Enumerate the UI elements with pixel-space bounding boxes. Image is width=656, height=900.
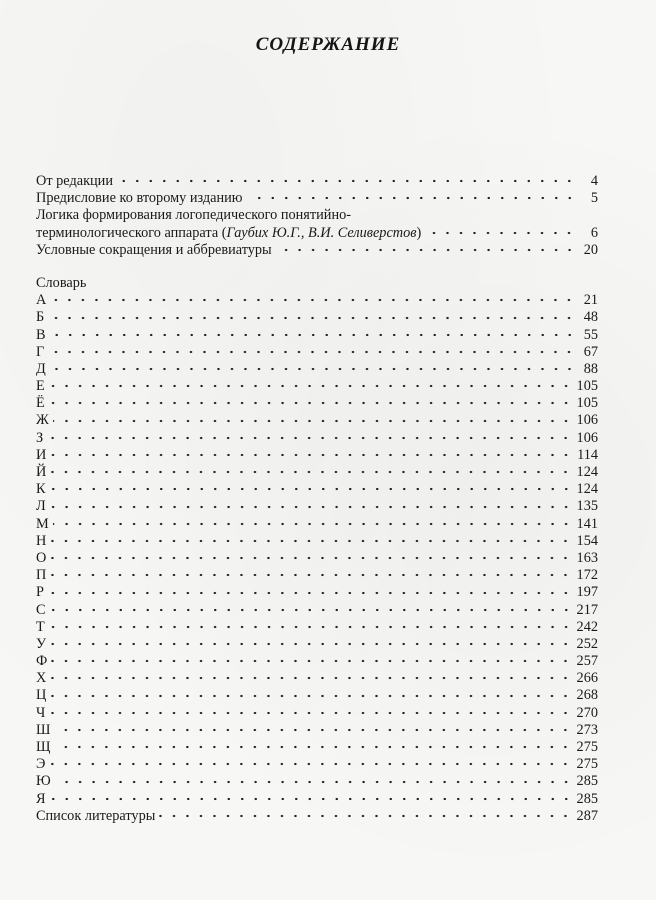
toc-entry-label: В: [36, 326, 46, 343]
toc-entry-letter[interactable]: [36, 344, 598, 361]
toc-entry-label: Ш: [36, 721, 51, 738]
leader-dots: [50, 673, 572, 683]
toc-entry-letter[interactable]: [36, 550, 598, 567]
leader-dots: [50, 467, 572, 477]
toc-page-number: 257: [576, 653, 598, 670]
toc-entry-letter[interactable]: [36, 722, 598, 739]
leader-dots: [50, 605, 573, 615]
toc-page-number: 106: [576, 429, 598, 446]
leader-dots: [50, 553, 572, 563]
leader-dots: [425, 228, 576, 238]
toc-entry-letter[interactable]: [36, 705, 598, 722]
toc-page-number: 48: [583, 309, 598, 326]
toc-entry-bibliography[interactable]: [36, 808, 598, 825]
leader-dots: [51, 656, 572, 666]
toc-entry-label: Ж: [36, 412, 49, 429]
toc-entry-letter[interactable]: [36, 361, 598, 378]
leader-dots: [50, 536, 572, 546]
toc-entry-label: Р: [36, 584, 44, 601]
toc-entry-label: Т: [36, 618, 45, 635]
toc-entry-letter[interactable]: [36, 378, 598, 395]
toc-page-number: 88: [583, 360, 598, 377]
leader-dots: [53, 416, 573, 426]
leader-dots: [50, 570, 572, 580]
toc-page-number: 154: [576, 532, 598, 549]
toc-page-number: 114: [577, 446, 598, 463]
letter-list: [36, 292, 598, 808]
toc-entry-abbreviations[interactable]: [36, 242, 598, 259]
toc-page-number: 252: [576, 635, 598, 652]
toc-entry-letter[interactable]: [36, 327, 598, 344]
toc-page-number: 55: [583, 326, 598, 343]
leader-dots: [48, 313, 576, 323]
toc-entry-letter[interactable]: [36, 309, 598, 326]
toc-page-number: 275: [576, 756, 598, 773]
toc-entry-label: А: [36, 292, 47, 309]
toc-entry-letter[interactable]: [36, 498, 598, 515]
toc-page-number: 21: [583, 292, 598, 309]
toc-entry-label: Предисловие ко второму изданию: [36, 190, 243, 207]
leader-dots: [50, 502, 573, 512]
toc-entry-label: От редакции: [36, 173, 113, 189]
toc-entry-label: Й: [36, 464, 47, 480]
leader-dots: [54, 742, 572, 752]
toc-page-number: 217: [576, 601, 598, 618]
dictionary-heading-label: Словарь: [36, 274, 87, 291]
dictionary-heading: [36, 275, 598, 292]
toc-entry-label: З: [36, 429, 44, 446]
toc-entry-label: П: [36, 567, 47, 584]
leader-dots: [50, 639, 572, 649]
toc-page-number: 197: [576, 584, 598, 601]
toc-entry-label: Ю: [36, 773, 51, 790]
toc-entry-label: Г: [36, 343, 45, 360]
toc-entry-label: Список литературы: [36, 807, 156, 824]
toc-entry-label: Н: [36, 532, 47, 549]
toc-entry-label: У: [36, 635, 47, 652]
toc-entry-label: С: [36, 601, 46, 618]
toc-page-number: 273: [576, 721, 598, 738]
toc-entry-letter[interactable]: [36, 516, 598, 533]
leader-dots: [48, 588, 573, 598]
toc-entry-letter[interactable]: [36, 584, 598, 601]
leader-dots: [247, 193, 577, 203]
toc-entry-label: Э: [36, 756, 46, 773]
toc-entry-logic-line2[interactable]: [36, 225, 598, 242]
toc-entry-letter[interactable]: [36, 464, 598, 481]
leader-dots: [50, 691, 572, 701]
leader-dots: [49, 759, 572, 769]
toc-entry-label-suffix: ): [416, 224, 422, 241]
toc-entry-label: Логика формирования логопедического понятийно-: [36, 207, 351, 224]
table-of-contents: [36, 173, 598, 825]
toc-entry-preface[interactable]: [36, 190, 598, 207]
toc-page-number: 270: [576, 704, 598, 721]
toc-entry-letter[interactable]: [36, 739, 598, 756]
leader-dots: [48, 347, 576, 357]
toc-entry-letter[interactable]: [36, 481, 598, 498]
toc-page-number: 275: [576, 739, 598, 755]
toc-entry-letter[interactable]: [36, 412, 598, 429]
leader-dots: [50, 364, 576, 374]
toc-entry-editorial[interactable]: [36, 173, 598, 190]
toc-page-number: 105: [576, 378, 598, 395]
toc-entry-label: Щ: [36, 739, 51, 755]
toc-entry-letter[interactable]: [36, 791, 598, 808]
toc-entry-letter[interactable]: [36, 430, 598, 447]
toc-page-number: 67: [583, 343, 598, 360]
toc-entry-letter[interactable]: [36, 687, 598, 704]
toc-entry-label: И: [36, 446, 47, 463]
leader-dots: [50, 295, 576, 305]
toc-entry-label: Ц: [36, 687, 47, 704]
toc-page-number: 285: [576, 773, 598, 790]
toc-entry-label: Ф: [36, 653, 48, 670]
toc-page-number: 135: [576, 498, 598, 515]
toc-entry-label: Ё: [36, 395, 45, 412]
toc-page-number: 172: [576, 567, 598, 584]
toc-page-number: 242: [576, 618, 598, 635]
leader-dots: [50, 794, 573, 804]
toc-entry-letter[interactable]: [36, 447, 598, 464]
toc-page-number: 266: [576, 670, 598, 687]
toc-entry-letter[interactable]: [36, 602, 598, 619]
toc-entry-authors: Гаубих Ю.Г., В.И. Селиверстов: [226, 224, 417, 241]
toc-page-number: 268: [576, 687, 598, 704]
toc-entry-label-prefix: терминологического аппарата (: [36, 224, 227, 241]
toc-entry-logic-line1[interactable]: [36, 207, 598, 224]
leader-dots: [49, 622, 573, 632]
toc-entry-label: О: [36, 549, 47, 566]
leader-dots: [50, 330, 576, 340]
toc-page-number: 4: [590, 173, 598, 189]
toc-page-number: 6: [590, 224, 598, 241]
leader-dots: [53, 519, 573, 529]
leader-dots: [50, 450, 573, 460]
section-gap: [36, 259, 598, 275]
toc-page-number: 106: [576, 412, 598, 429]
toc-entry-label: Условные сокращения и аббревиатуры: [36, 241, 272, 258]
toc-entry-label: Е: [36, 378, 45, 395]
toc-page-number: 163: [576, 549, 598, 566]
toc-entry-letter[interactable]: [36, 653, 598, 670]
toc-entry-letter[interactable]: [36, 636, 598, 653]
toc-entry-letter[interactable]: [36, 567, 598, 584]
toc-entry-label: Д: [36, 360, 46, 377]
toc-page-number: 105: [576, 395, 598, 412]
page-title: СОДЕРЖАНИЕ: [255, 34, 401, 55]
toc-entry-letter[interactable]: [36, 395, 598, 412]
leader-dots: [49, 381, 573, 391]
toc-entry-letter[interactable]: [36, 292, 598, 309]
toc-entry-letter[interactable]: [36, 773, 598, 790]
toc-entry-letter[interactable]: [36, 670, 598, 687]
toc-entry-label: Л: [36, 498, 46, 515]
toc-entry-letter[interactable]: [36, 756, 598, 773]
toc-entry-label: Ч: [36, 704, 46, 721]
toc-entry-letter[interactable]: [36, 619, 598, 636]
toc-entry-label: М: [36, 515, 49, 532]
toc-entry-label: Х: [36, 670, 47, 687]
leader-dots: [49, 708, 572, 718]
toc-entry-label: К: [36, 481, 46, 498]
toc-page-number: 285: [576, 790, 598, 807]
leader-dots: [47, 433, 572, 443]
leader-dots: [49, 398, 573, 408]
toc-entry-letter[interactable]: [36, 533, 598, 550]
leader-dots: [117, 176, 576, 186]
leader-dots: [50, 484, 573, 494]
toc-page-number: 5: [590, 190, 598, 207]
leader-dots: [276, 245, 576, 255]
toc-page-number: 124: [576, 464, 598, 480]
toc-page-number: 20: [583, 241, 598, 258]
leader-dots: [55, 777, 573, 787]
toc-entry-label: Б: [36, 309, 45, 326]
toc-entry-label: [36, 225, 421, 242]
toc-page-number: 124: [576, 481, 598, 498]
toc-page-number: 287: [576, 807, 598, 824]
toc-page-number: 141: [576, 515, 598, 532]
toc-entry-label: Я: [36, 790, 46, 807]
leader-dots: [54, 725, 572, 735]
leader-dots: [159, 811, 572, 821]
